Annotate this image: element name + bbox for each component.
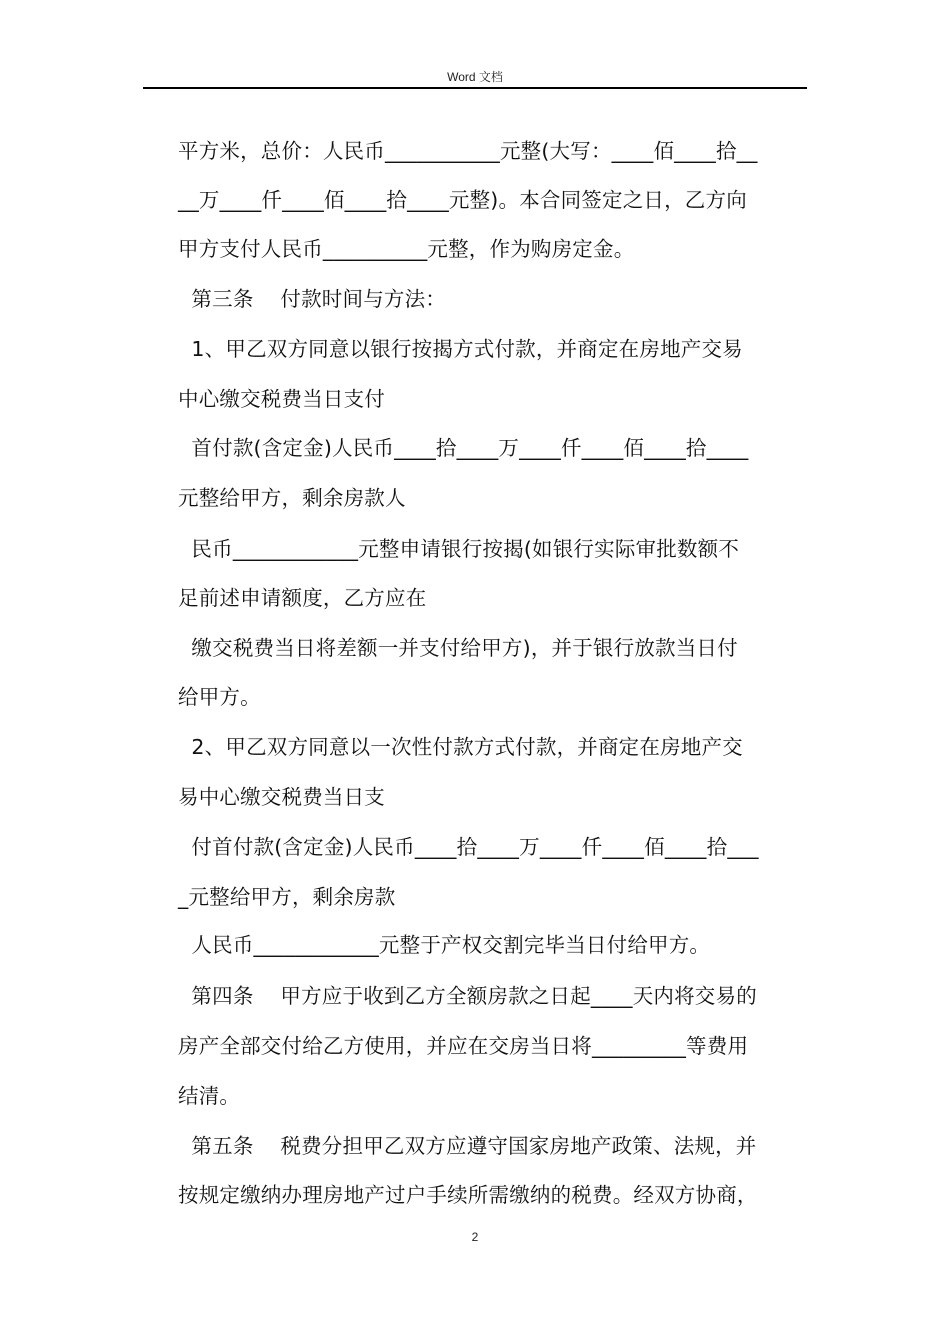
body-line: 1、甲乙双方同意以银行按揭方式付款，并商定在房地产交易 [178,337,743,361]
body-line: 易中心缴交税费当日支 [178,785,385,809]
body-line: 足前述申请额度，乙方应在 [178,586,427,610]
body-line: 2、甲乙双方同意以一次性付款方式付款，并商定在房地产交 [178,735,743,759]
body-line: __万____仟____佰____拾____元整)。本合同签定之日，乙方向 [178,188,747,212]
body-line: 首付款(含定金)人民币____拾____万____仟____佰____拾____ [178,436,749,460]
header-divider [143,87,807,89]
body-line: _元整给甲方，剩余房款 [178,885,396,909]
body-line: 元整给甲方，剩余房款人 [178,486,406,510]
body-line: 第五条 税费分担甲乙双方应遵守国家房地产政策、法规，并 [178,1134,757,1158]
body-line: 甲方支付人民币__________元整，作为购房定金。 [178,237,635,261]
page-header-title: Word 文档 [447,70,503,84]
body-line: 人民币____________元整于产权交割完毕当日付给甲方。 [178,933,711,957]
body-line: 民币____________元整申请银行按揭(如银行实际审批数额不 [178,537,740,561]
body-line: 平方米，总价：人民币___________元整(大写：____佰____拾__ [178,139,758,163]
body-line: 给甲方。 [178,685,261,709]
body-line: 按规定缴纳办理房地产过户手续所需缴纳的税费。经双方协商， [178,1183,758,1207]
body-line: 中心缴交税费当日支付 [178,387,385,411]
body-line: 第三条 付款时间与方法： [178,287,446,311]
body-line: 房产全部交付给乙方使用，并应在交房当日将_________等费用 [178,1034,749,1058]
body-line: 结清。 [178,1084,241,1108]
page-number: 2 [471,1230,479,1244]
body-line: 缴交税费当日将差额一并支付给甲方)，并于银行放款当日付 [178,636,738,660]
body-line: 第四条 甲方应于收到乙方全额房款之日起____天内将交易的 [178,984,757,1008]
body-line: 付首付款(含定金)人民币____拾____万____仟____佰____拾___ [178,835,759,859]
